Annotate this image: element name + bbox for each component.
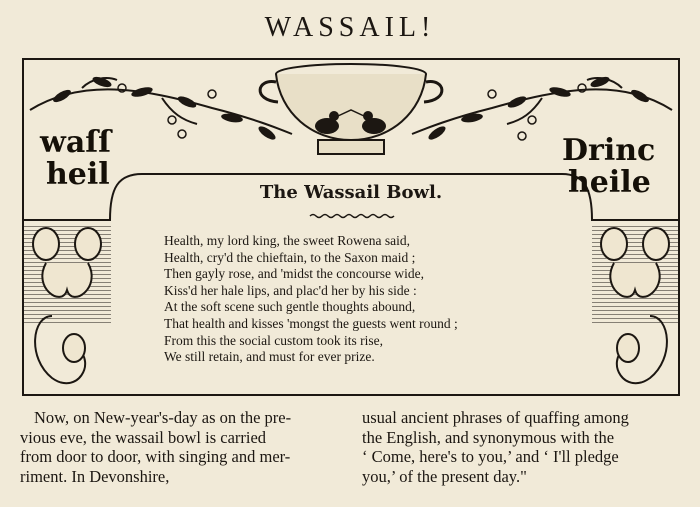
verse-line: Then gayly rose, and 'midst the concourse wide, [164, 266, 424, 282]
wassail-bowl-illustration [260, 64, 442, 154]
body-line: riment. In Devonshire, [20, 466, 170, 486]
vine-right-berries [488, 84, 586, 140]
body-line: you,’ of the present day." [362, 466, 527, 486]
body-line: Now, on New-year's-day as on the pre- [34, 408, 292, 427]
body-column-left [20, 408, 345, 486]
title-flourish [310, 215, 394, 218]
verse-line: At the soft scene such gentle thoughts abound, [164, 299, 416, 315]
left-gothic-word-1: waſſ [40, 125, 112, 160]
body-line: usual ancient phrases of quaffing among [362, 408, 629, 427]
verse-line: Health, cry'd the chieftain, to the Saxon maid ; [164, 249, 416, 265]
verse [164, 233, 564, 366]
left-gothic-word-2: heil [46, 157, 110, 192]
verse-line: We still retain, and must for ever prize. [164, 349, 375, 365]
bowl-title: The Wassail Bowl. [259, 182, 443, 203]
verse-line: Kiss'd her hale lips, and plac'd her by his side : [164, 282, 417, 298]
vine-left-berries [118, 84, 216, 138]
verse-line: Health, my lord king, the sweet Rowena said, [164, 233, 410, 248]
body-line: the English, and synonymous with the [362, 427, 615, 447]
vine-right-decoration [412, 78, 672, 134]
body-line: ‘ Come, here's to you,’ and ‘ I'll pledge [362, 447, 619, 466]
verse-line: That health and kisses 'mongst the guests went round ; [164, 315, 458, 331]
right-gothic-word-2: heile [568, 165, 651, 200]
verse-line: From this the social custom took its rise, [164, 332, 383, 348]
body-line: from door to door, with singing and mer- [20, 447, 291, 466]
right-gothic-word-1: Drinc [562, 133, 656, 168]
body-column-right [362, 408, 692, 486]
engraved-plate [22, 58, 680, 398]
page-title: WASSAIL! [264, 12, 436, 43]
body-line: vious eve, the wassail bowl is carried [20, 427, 267, 447]
